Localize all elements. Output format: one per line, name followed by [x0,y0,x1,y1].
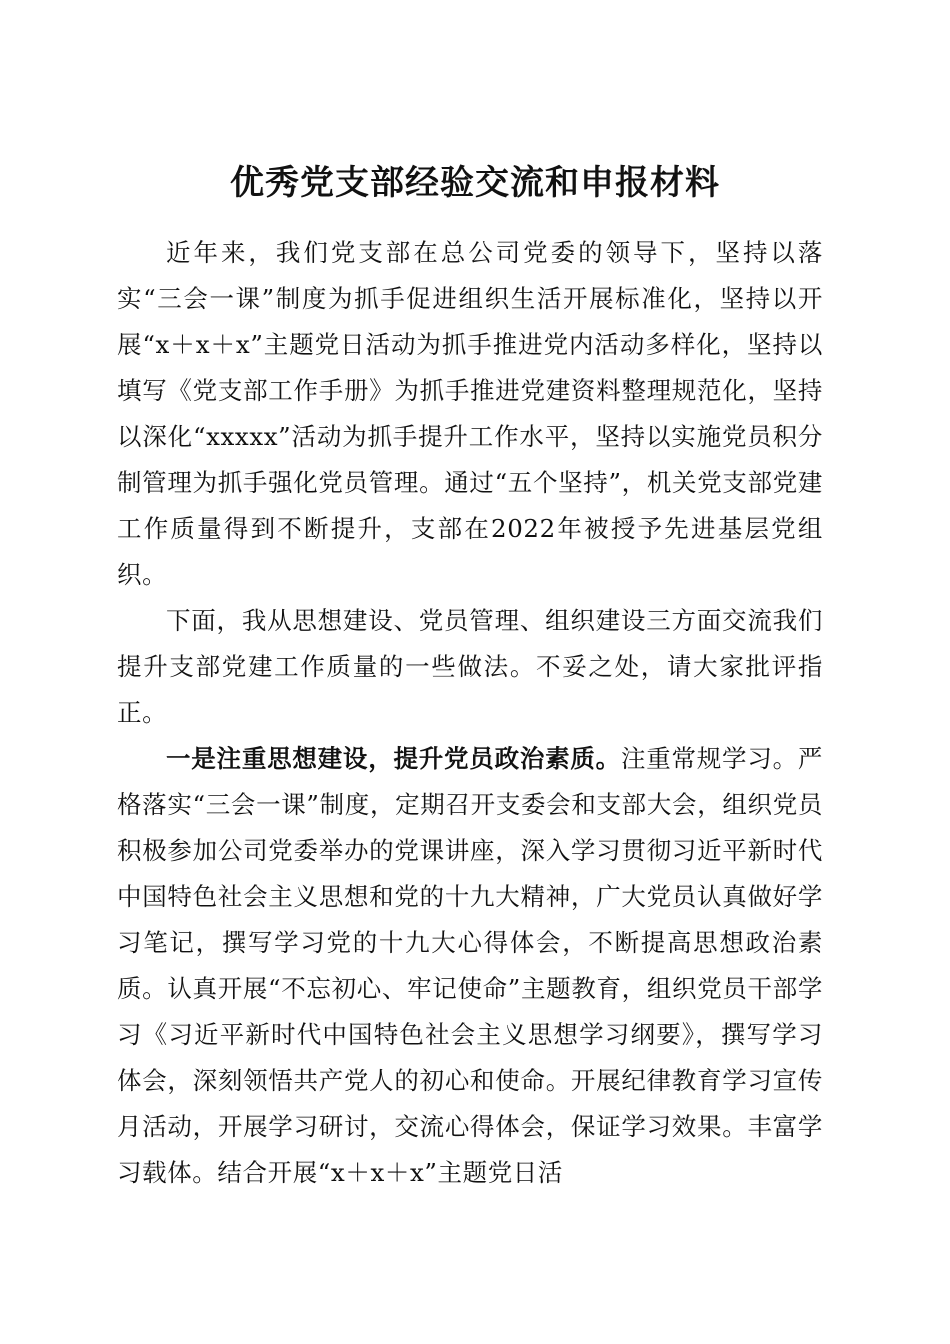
paragraph-text: 注重常规学习。严格落实“三会一课”制度，定期召开支委会和支部大会，组织党员积极参加公司党委举办的党课讲座，深入学习贯彻习近平新时代中国特色社会主义思想和党的十九大精神，广大党员认真做好学习笔记，撰写学习党的十九大心得体会，不断提高思想政治素质。认真开展“不忘初心、牢记使命”主题教育，组织党员干部学习《习近平新时代中国特色社会主义思想学习纲要》，撰写学习体会，深刻领悟共产党人的初心和使命。开展纪律教育学习宣传月活动，开展学习研讨，交流心得体会，保证学习效果。丰富学习载体。结合开展“x＋x＋x”主题党日活 [117,744,823,1187]
paragraph-lead-heading: 一是注重思想建设，提升党员政治素质。 [166,744,621,773]
document-title: 优秀党支部经验交流和申报材料 [230,162,720,203]
document-body [117,230,823,1196]
paragraph-overview [117,598,823,736]
paragraph-text: 下面，我从思想建设、党员管理、组织建设三方面交流我们提升支部党建工作质量的一些做法。不妥之处，请大家批评指正。 [117,606,823,727]
paragraph-text: 近年来，我们党支部在总公司党委的领导下，坚持以落实“三会一课”制度为抓手促进组织生活开展标准化，坚持以开展“x＋x＋x”主题党日活动为抓手推进党内活动多样化，坚持以填写《党支部工作手册》为抓手推进党建资料整理规范化，坚持以深化“xxxxx”活动为抓手提升工作水平，坚持以实施党员积分制管理为抓手强化党员管理。通过“五个坚持”，机关党支部党建工作质量得到不断提升，支部在2022年被授予先进基层党组织。 [117,238,823,589]
paragraph-ideological-building [117,736,823,1196]
paragraph-intro [117,230,823,598]
